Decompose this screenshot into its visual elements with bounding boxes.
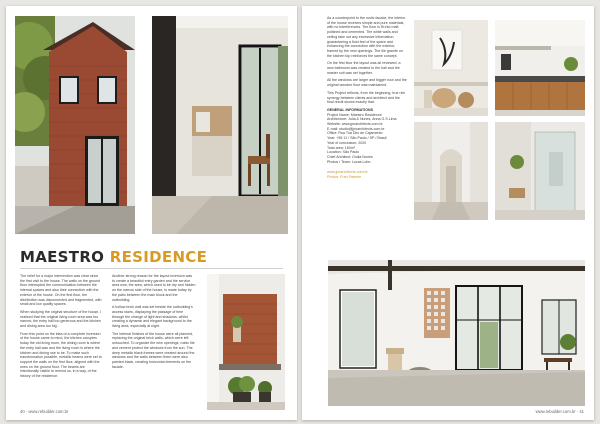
body-column-2 (112, 274, 196, 372)
info-line: Photos / Team: Lucas Lobo (327, 159, 371, 164)
info-line: Location: São Paulo (327, 150, 360, 155)
paragraph: When studying the original structure of the house, I realized that the original living room area was too narrow; the entry hall too generous and the kitchen and dining area too big. (20, 309, 102, 329)
article-title (20, 248, 207, 266)
info-line: E-mail: studio@jpnarchitects.com.br (327, 126, 385, 131)
photo-kitchen-wood (495, 20, 585, 116)
paragraph: This Project reflects, from the beginning, true rich synergy between clients and architect and the final result shows exactly that. (327, 90, 406, 105)
info-line: Year of conclusion: 2020 (327, 140, 367, 145)
info-line: Total area: 160m² (327, 145, 355, 150)
photo-bathroom (495, 122, 585, 220)
photo-credit: Photos: Fran Parente (327, 175, 362, 180)
website-link[interactable]: www.jpnarchitects.com.br (327, 170, 368, 175)
title-accent: RESIDENCE (109, 248, 208, 266)
photo-brick-facade (15, 16, 135, 234)
left-page (6, 6, 297, 420)
page-footer-right: www.rebuilder.com.br · 41 (535, 409, 584, 414)
info-line: Architecture: Julia & Nunes, Anna G.S.Lima (327, 117, 397, 122)
title-main: MAESTRO (20, 248, 105, 266)
paragraph: As a counterpoint to the rustic facade, the interior of the house receives simple and pure materials, with no interferences. The floor is fit into matt polished and cemented. The white walls and ceiling take out any excessive information, guaranteeing a fluid feel of the space and enhancing the connection with the exterior, framed by the new openings. The tile granite on the kitchen top reinforces the same concept. (327, 16, 406, 58)
paragraph: From this point on the idea of a complete inversion of the house came to mind, the kitchen occupies today the old living room, the dining room is where the entry hall was and the living room is where the kitchen and dining use to be. To make such transformation possible, metallic beams were set to support the walls on the first floor, aligned with the ones on the ground floor. The beams are intentionally visible to remind us, in a way, of the history of the residence. (20, 331, 102, 379)
photo-interior-glass-door (152, 16, 288, 234)
info-line: Year: +55 11 / São Paulo / SP / Brasil (327, 136, 387, 141)
photo-living-room (328, 260, 585, 406)
paragraph: The relief for a major intervention was clear since the first visit to the house. The walls on the ground floor interrupted the communication between the internal spaces and also their connection with the exterior of the house. On the first floor, the distribution was disconnected and fragmented, with small and low quality spaces. (20, 274, 102, 307)
body-column-1 (20, 274, 104, 382)
paragraph: Another strong reason for the layout inversion was to create a beautiful entry garden and the service area now, the area, which used to be dry and hidden on the narrow side of the house, is made today by the patio between the main block and the outbuilding. (112, 274, 196, 302)
title-divider (20, 268, 283, 269)
paragraph: On the first floor the layout was all reviewed, a new bathroom was created to the hall and the master suit was set together. (327, 61, 401, 75)
paragraph: All the windows are larger and bigger now and the original wooden floor was maintained. (327, 78, 407, 88)
paragraph: The internal finishes of the house were all planned, replacing the original brick walls, which were left untouched. To organize the new openings, rustic tile and cement protect the windows from the sun. The deep metallic black frames were created around the windows and the walls between them were also painted black, creating horizontal elements on the facade. (112, 331, 195, 369)
paragraph: A hollow brick wall was set beside the outbuilding's access stairs, displaying the passage of time through the change of light and shadows, whilst creating a dynamic and elegant background to the living area, especially at night. (112, 305, 193, 329)
photo-hallway-arch (414, 122, 488, 220)
right-page (302, 6, 594, 420)
info-line: Project Name: Maestro Residence (327, 112, 382, 117)
page-footer-left: 40 · www.rebuilder.com.br (20, 409, 69, 414)
photo-brick-wall-bench (207, 274, 285, 410)
info-line: Office: Rua Tua Dilo de Cajamento (327, 131, 383, 136)
text-column (327, 16, 407, 180)
photo-ceramics-shelf (414, 20, 488, 116)
info-heading: GENERAL INFORMATIONS (327, 107, 373, 112)
info-line: Chief Architect: Giulia Nunes (327, 154, 373, 159)
info-line: Website: www.jpnarchitects.com.br (327, 122, 383, 127)
